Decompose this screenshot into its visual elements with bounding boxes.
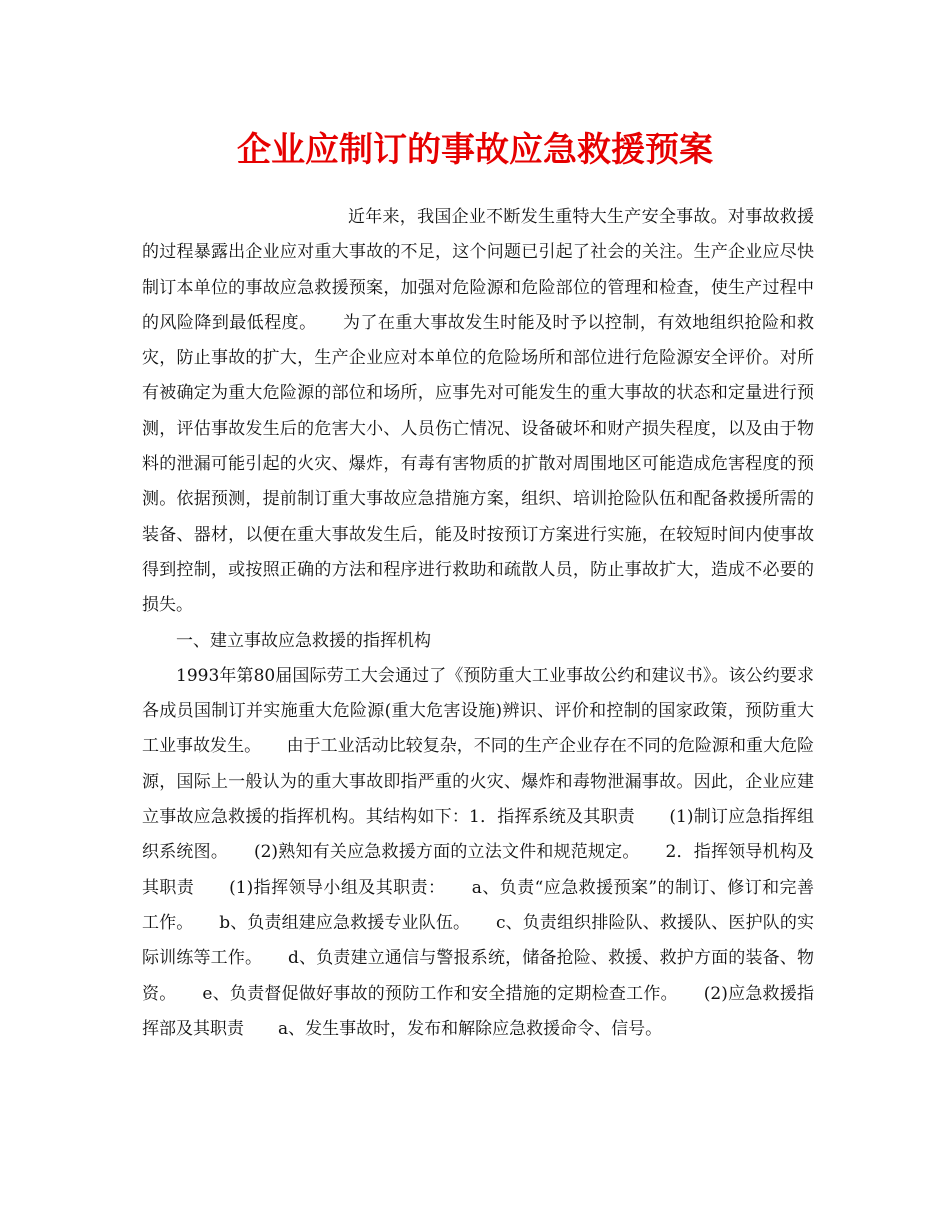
document-body xyxy=(142,200,814,1047)
section-heading: 一、建立事故应急救援的指挥机构 xyxy=(176,630,431,651)
paragraph-convention: 1993年第80届国际劳工大会通过了《预防重大工业事故公约和建议书》。该公约要求各成员国制订并实施重大危险源(重大危害设施)辨识、评价和控制的国家政策，预防重大工业事故发生。 由于工业活动比较复杂，不同的生产企业存在不同的危险源和重大危险源，国际上一般认为的重大事故即指严重的火灾、爆炸和毒物泄漏事故。因此，企业应建立事故应急救援的指挥机构。其结构如下：1．指挥系统及其职责 (1)制订应急指挥组织系统图。 (2)熟知有关应急救援方面的立法文件和规范规定。 2．指挥领导机构及其职责 (1)指挥领导小组及其职责： a、负责“应急救援预案”的制订、修订和完善工作。 b、负责组建应急救援专业队伍。 c、负责组织排险队、救援队、医护队的实际训练等工作。 d、负责建立通信与警报系统，储备抢险、救援、救护方面的装备、物资。 e、负责督促做好事故的预防工作和安全措施的定期检查工作。 (2)应急救援指挥部及其职责 a、发生事故时，发布和解除应急救援命令、信号。 xyxy=(142,665,814,1039)
document-title: 企业应制订的事故应急救援预案 xyxy=(237,130,713,170)
paragraph-intro: 近年来，我国企业不断发生重特大生产安全事故。对事故救援的过程暴露出企业应对重大事故的不足，这个问题已引起了社会的关注。生产企业应尽快制订本单位的事故应急救援预案，加强对危险源和危险部位的管理和检查，使生产过程中的风险降到最低程度。 为了在重大事故发生时能及时予以控制，有效地组织抢险和救灾，防止事故的扩大，生产企业应对本单位的危险场所和部位进行危险源安全评价。对所有被确定为重大危险源的部位和场所，应事先对可能发生的重大事故的状态和定量进行预测，评估事故发生后的危害大小、人员伤亡情况、设备破坏和财产损失程度，以及由于物料的泄漏可能引起的火灾、爆炸，有毒有害物质的扩散对周围地区可能造成危害程度的预测。依据预测，提前制订重大事故应急措施方案，组织、培训抢险队伍和配备救援所需的装备、器材，以便在重大事故发生后，能及时按预订方案进行实施，在较短时间内使事故得到控制，或按照正确的方法和程序进行救助和疏散人员，防止事故扩大，造成不必要的损失。 xyxy=(142,207,814,616)
